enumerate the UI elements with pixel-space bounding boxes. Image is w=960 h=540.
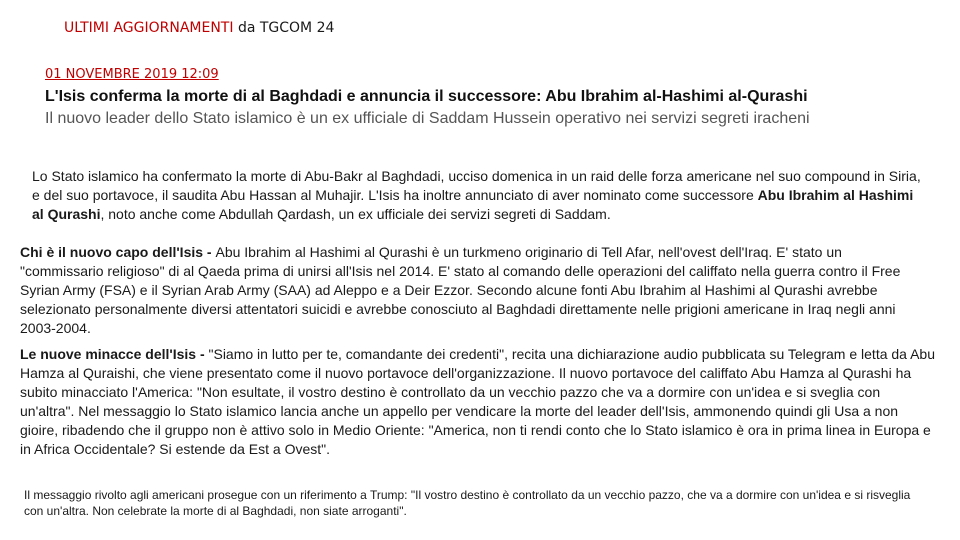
- successor-name: Abu Ibrahim al Hashimi al Qurashi: [32, 187, 914, 222]
- paragraph-successor: [32, 167, 927, 224]
- paragraph-new-leader: [20, 243, 925, 338]
- article-date: 01 NOVEMBRE 2019 12:09: [45, 67, 219, 82]
- section-header: [64, 18, 334, 38]
- paragraph-text: , noto anche come Abdullah Qardash, un ex ufficiale dei servizi segreti di Saddam.: [100, 206, 611, 222]
- paragraph-trump-message: Il messaggio rivolto agli americani prosegue con un riferimento a Trump: "Il vostro destino è controllato da un vecchio pazzo, che va a dormire con un'idea e si risveglia con un'altra. Non celebrate la morte di al Baghdadi, non siate arroganti".: [24, 488, 911, 518]
- section-label: ULTIMI AGGIORNAMENTI: [64, 20, 234, 36]
- paragraph-heading: Le nuove minacce dell'Isis -: [20, 346, 209, 362]
- paragraph-text: Abu Ibrahim al Hashimi al Qurashi è un turkmeno originario di Tell Afar, nell'ovest dell'Iraq. E' stato un "commissario religioso" di al Qaeda prima di unirsi all'Isis nel 2014. E' stato al comando delle operazioni del califfato nella guerra contro il Free Syrian Army (FSA) e il Syrian Arab Army (SAA) ad Aleppo e a Deir Ezzor. Secondo alcune fonti Abu Ibrahim al Hashimi al Qurashi avrebbe selezionato personalmente diversi attentatori suicidi e avrebbe conosciuto al Baghdadi direttamente nelle prigioni americane in Iraq negli anni 2003-2004.: [20, 244, 901, 336]
- article-headline: L'Isis conferma la morte di al Baghdadi e annuncia il successore: Abu Ibrahim al-Hashimi al-Qurashi: [45, 88, 808, 105]
- paragraph-text: "Siamo in lutto per te, comandante dei credenti", recita una dichiarazione audio pubblicata su Telegram e letta da Abu Hamza al Quraishi, che viene presentato come il nuovo portavoce dell'organizzazione. Il nuovo portavoce del califfato Abu Hamza al Qurashi ha subito minacciato l'America: "Non esultate, il vostro destino è controllato da un vecchio pazzo che va a dormire con un'idea e si sveglia con un'altra". Nel messaggio lo Stato islamico lancia anche un appello per vendicare la morte del leader dell'Isis, ammonendo quindi gli Usa a non gioire, ribadendo che il gruppo non è attivo solo in Medio Oriente: "America, non ti rendi conto che lo Stato islamico è ora in prima linea in Europa e in Africa Occidentale? Si estende da Est a Ovest".: [20, 346, 935, 457]
- article-subtitle: Il nuovo leader dello Stato islamico è un ex ufficiale di Saddam Hussein operativo nei servizi segreti iracheni: [45, 110, 810, 127]
- paragraph-threats: [20, 345, 935, 459]
- paragraph-text: Lo Stato islamico ha confermato la morte di Abu-Bakr al Baghdadi, ucciso domenica in un raid delle forza americane nel suo compound in Siria, e del suo portavoce, il saudita Abu Hassan al Muhajir. L'Isis ha inoltre annunciato di aver nominato come successore: [32, 168, 921, 203]
- section-source: da TGCOM 24: [233, 20, 335, 36]
- paragraph-heading: Chi è il nuovo capo dell'Isis -: [20, 244, 216, 260]
